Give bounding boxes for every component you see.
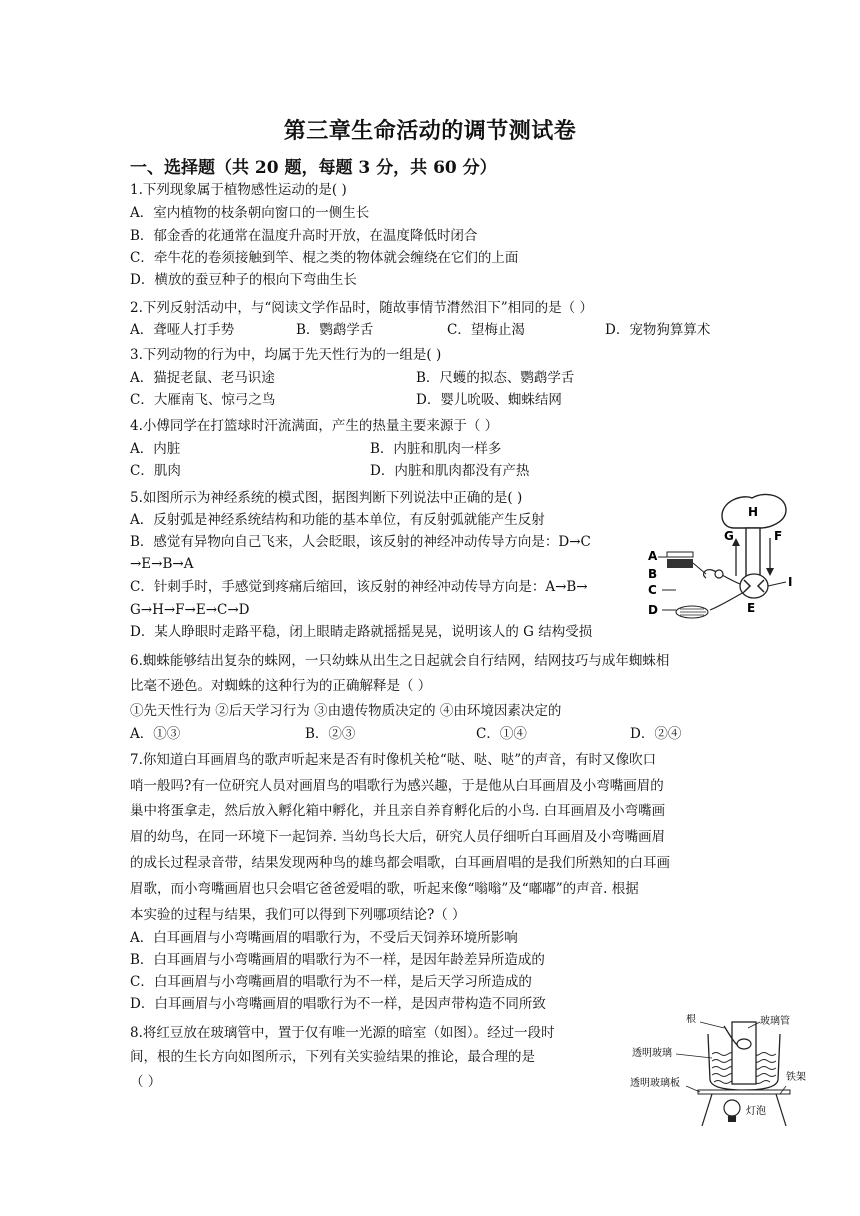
q6-option-a: A．①③ [130,726,181,742]
label-A: A [648,549,658,563]
q4-option-b: B．内脏和肌肉一样多 [370,441,502,457]
q5-option-d: D．某人睁眼时走路平稳，闭上眼睛走路就摇摇晃晃，说明该人的 G 结构受损 [130,624,593,640]
label-transparent-glass: 透明玻璃 [632,1048,672,1059]
q2-option-a: A．聋哑人打手势 [130,322,235,338]
q4-option-d: D．内脏和肌肉都没有产热 [370,463,530,479]
q3-option-b: B．尺蠖的拟态、鹦鹉学舌 [416,370,575,386]
q3-stem: 3.下列动物的行为中，均属于先天性行为的一组是( ) [130,347,442,363]
q1-stem: 1.下列现象属于植物感性运动的是( ) [130,182,347,198]
q8-stem-line1: 8.将红豆放在玻璃管中，置于仅有唯一光源的暗室（如图）。经过一段时 [130,1025,555,1041]
q6-option-b: B．②③ [305,726,356,742]
q6-option-d: D．②④ [630,726,682,742]
q7-option-a: A．白耳画眉与小弯嘴画眉的唱歌行为，不受后天饲养环境所影响 [130,930,518,946]
q6-stem-line2: 比毫不逊色。对蜘蛛的这种行为的正确解释是（ ） [130,678,432,694]
q4-stem: 4.小傅同学在打篮球时汗流满面，产生的热量主要来源于（ ） [130,418,499,434]
q5-option-c-line1: C．针刺手时，手感觉到疼痛后缩回，该反射的神经冲动传导方向是：A→B→ [130,579,588,595]
label-F: F [774,529,783,543]
label-E: E [747,601,756,615]
label-D: D [648,603,658,617]
q7-option-d: D．白耳画眉与小弯嘴画眉的唱歌行为不一样，是因声带构造不同所致 [130,996,546,1012]
q7-stem-line: 本实验的过程与结果，我们可以得到下列哪项结论?（ ） [130,907,466,923]
q5-option-a: A．反射弧是神经系统结构和功能的基本单位，有反射弧就能产生反射 [130,512,545,528]
lamp-bulb [724,1100,740,1116]
q6-option-c: C．①④ [476,726,527,742]
q5-stem: 5.如图所示为神经系统的模式图，据图判断下列说法中正确的是( ) [130,490,523,506]
q7-stem-line: 巢中将蛋拿走，然后放入孵化箱中孵化，并且亲自养育孵化后的小鸟. 白耳画眉及小弯嘴画 [130,803,666,819]
page-title: 第三章生命活动的调节测试卷 [283,118,577,144]
q2-stem: 2.下列反射活动中，与“阅读文学作品时，随故事情节潸然泪下”相同的是（ ） [130,300,593,316]
spinal-cord-stem [746,528,760,576]
q4-option-c: C．肌肉 [130,463,181,479]
label-H: H [748,505,759,519]
q6-stem-line1: 6.蜘蛛能够结出复杂的蛛网，一只幼蛛从出生之日起就会自行结网，结网技巧与成年蜘蛛相 [130,653,670,669]
q7-option-c: C．白耳画眉与小弯嘴画眉的唱歌行为不一样，是后天学习所造成的 [130,974,532,990]
label-iron-stand: 铁架 [786,1072,806,1083]
q7-option-b: B．白耳画眉与小弯嘴画眉的唱歌行为不一样，是因年龄差异所造成的 [130,952,545,968]
q2-option-c: C．望梅止渴 [447,322,525,338]
q7-stem-line: 哨一般吗?有一位研究人员对画眉鸟的唱歌行为感兴趣，于是他从白耳画眉及小弯嘴画眉的 [130,778,664,794]
q3-option-a: A．猫捉老鼠、老马识途 [130,370,275,386]
q3-option-d: D．婴儿吮吸、蜘蛛结网 [416,392,562,408]
label-glass-tube: 玻璃管 [760,1016,790,1027]
label-B: B [648,567,658,581]
label-G: G [724,529,734,543]
q1-option-c: C．牵牛花的卷须接触到竿、棍之类的物体就会缠绕在它们的上面 [130,250,519,266]
q8-stem-line2: 间，根的生长方向如图所示，下列有关实验结果的推论，最合理的是 [130,1049,535,1065]
q7-stem-line: 7.你知道白耳画眉鸟的歌声听起来是否有时像机关枪“哒、哒、哒”的声音，有时又像吹口 [130,752,657,768]
q6-statements: ①先天性行为 ②后天学习行为 ③由遗传物质决定的 ④由环境因素决定的 [130,703,562,719]
q5-option-b-line1: B．感觉有异物向自己飞来，人会眨眼，该反射的神经冲动传导方向是：D→C [130,534,591,550]
q7-stem-line: 眉歌，而小弯嘴画眉也只会唱它爸爸爱唱的歌，听起来像“嗡嗡”及“嘟嘟”的声音. 根据 [130,881,639,897]
label-I: I [788,575,793,589]
red-bean [737,1039,751,1049]
bean-experiment-diagram [628,1014,818,1132]
label-glass-plate: 透明玻璃板 [630,1078,680,1089]
glass-tube [732,1022,756,1084]
spinal-cross-section [740,574,768,598]
q7-stem-line: 眉的幼鸟，在同一环境下一起饲养. 当幼鸟长大后，研究人员仔细听白耳画眉及小弯嘴画眉 [130,829,666,845]
q4-option-a: A．内脏 [130,441,181,457]
q1-option-d: D．横放的蚕豆种子的根向下弯曲生长 [130,272,357,288]
q2-option-b: B．鹦鹉学舌 [296,322,374,338]
section-heading: 一、选择题（共 20 题，每题 3 分，共 60 分） [130,158,497,178]
q1-option-b: B．郁金香的花通常在温度升高时开放，在温度降低时闭合 [130,228,478,244]
q7-stem-line: 的成长过程录音带，结果发现两种鸟的雄鸟都会唱歌，白耳画眉唱的是我们所熟知的白耳画 [130,855,670,871]
q8-stem-line3: （ ） [130,1074,162,1090]
q2-option-d: D．宠物狗算算术 [605,322,711,338]
label-C: C [648,583,657,597]
q5-option-c-line2: G→H→F→E→C→D [130,602,250,618]
label-lamp: 灯泡 [746,1106,766,1117]
q5-option-b-line2: →E→B→A [130,556,194,572]
q1-option-a: A．室内植物的枝条朝向窗口的一侧生长 [130,205,370,221]
q3-option-c: C．大雁南飞、惊弓之鸟 [130,392,276,408]
label-root: 根 [686,1014,696,1025]
nervous-system-diagram [640,488,800,628]
